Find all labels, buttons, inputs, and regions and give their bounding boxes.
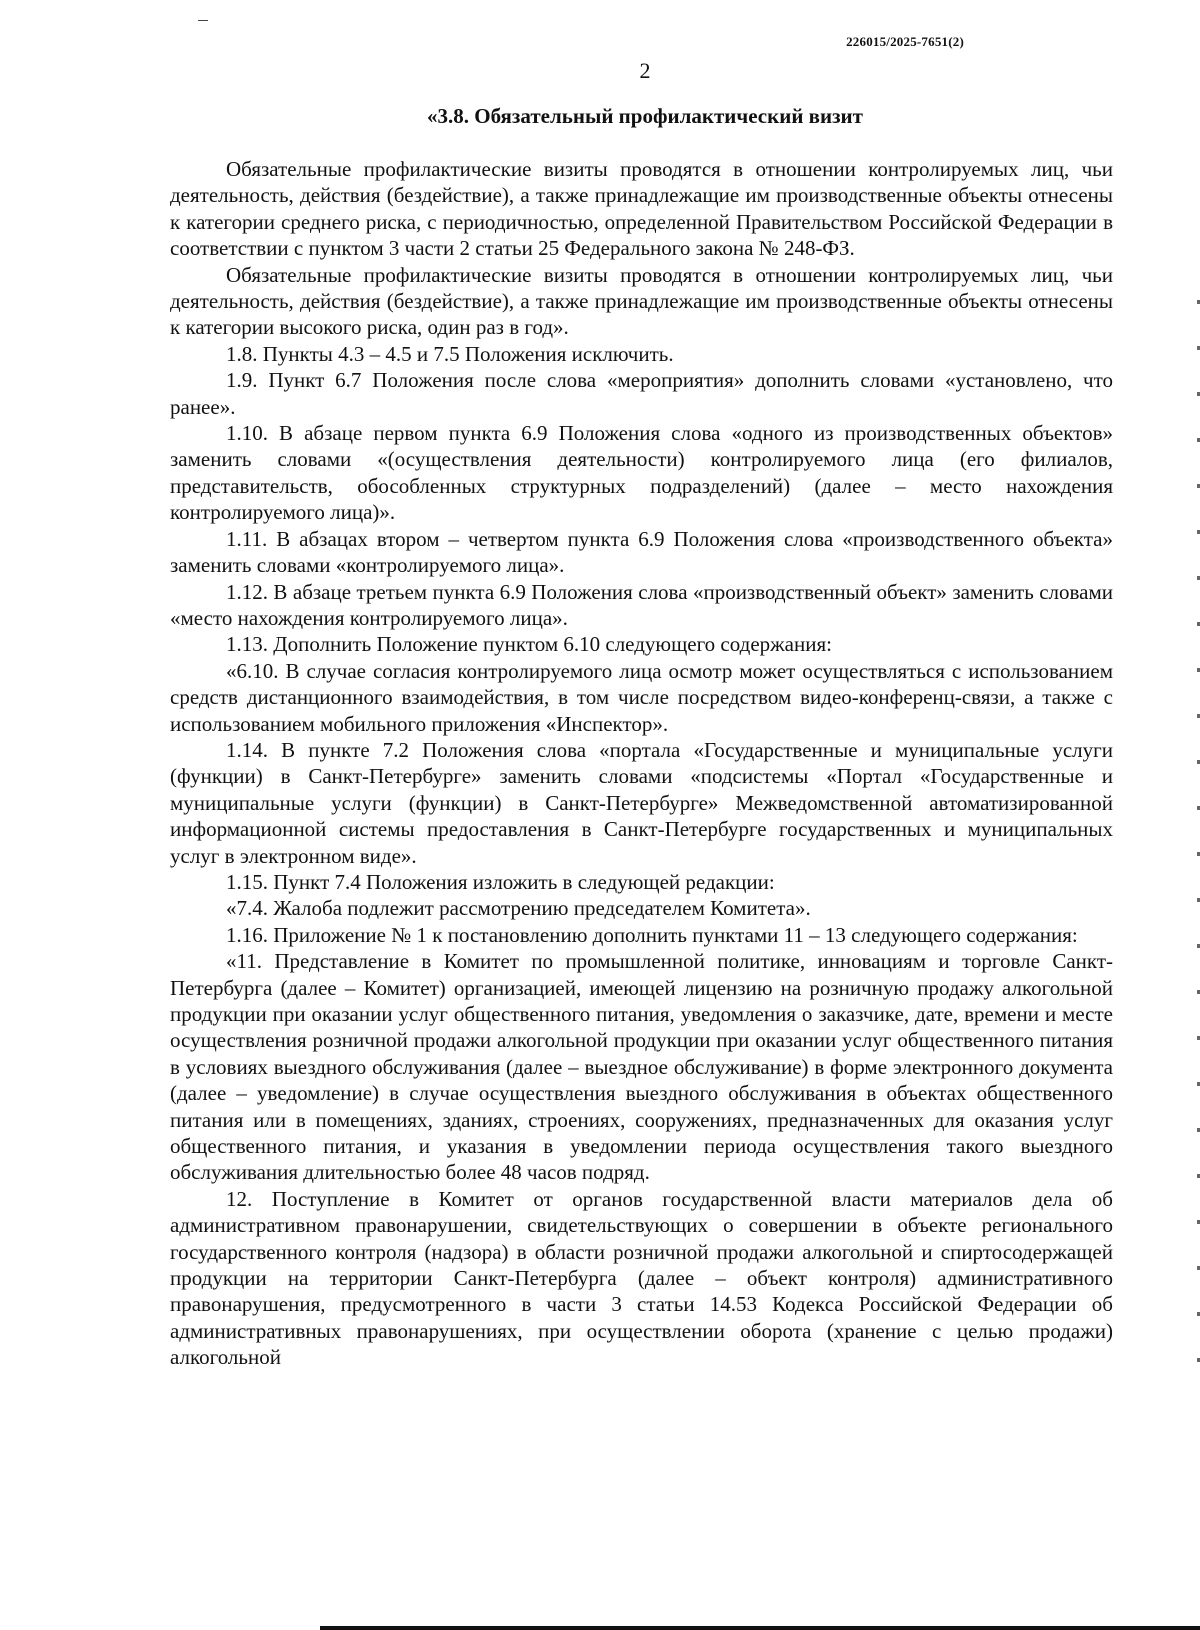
paragraph: 1.8. Пункты 4.3 – 4.5 и 7.5 Положения исключить. (226, 341, 674, 366)
paragraph: 12. Поступление в Комитет от органов государственной власти материалов дела об административном правонарушении, свидетельствующих о совершении в объекте регионального государственного контроля (надзора) в области розничной продажи алкогольной и спиртосодержащей продукции на территории Санкт-Петербурга (далее – объект контроля) административного правонарушения, предусмотренного в части 3 статьи 14.53 Кодекса Российской Федерации об административных правонарушениях, при осуществлении оборота (хранение с целью продажи) алкогольной (170, 1186, 1113, 1370)
paragraph: «11. Представление в Комитет по промышленной политике, инновациям и торговле Санкт-Петербурга (далее – Комитет) организацией, имеющей лицензию на розничную продажу алкогольной продукции при оказании услуг общественного питания, уведомления о заказчике, дате, времени и месте осуществления розничной продажи алкогольной продукции при оказании услуг общественного питания в условиях выездного обслуживания (далее – выездное обслуживание) в форме электронного документа (далее – уведомление) в случае осуществления выездного обслуживания в объектах общественного питания или в помещениях, зданиях, строениях, сооружениях, предназначенных для оказания услуг общественного питания, и указания в уведомлении периода осуществления такого выездного обслуживания длительностью более 48 часов подряд. (170, 949, 1113, 1185)
paragraph: 1.16. Приложение № 1 к постановлению дополнить пунктами 11 – 13 следующего содержания: (226, 922, 1078, 947)
paragraph: 1.12. В абзаце третьем пункта 6.9 Положения слова «производственный объект» заменить словами «место нахождения контролируемого лица». (170, 579, 1113, 630)
paragraph: 1.13. Дополнить Положение пунктом 6.10 следующего содержания: (226, 632, 832, 657)
paragraph: «6.10. В случае согласия контролируемого лица осмотр может осуществляться с использованием средств дистанционного взаимодействия, в том числе посредством видео-конференц-связи, а также с использованием мобильного приложения «Инспектор». (170, 658, 1113, 736)
document-id: 226015/2025-7651(2) (846, 34, 964, 49)
paragraph: 1.15. Пункт 7.4 Положения изложить в следующей редакции: (226, 869, 775, 894)
page-number: 2 (639, 58, 651, 83)
paragraph: Обязательные профилактические визиты проводятся в отношении контролируемых лиц, чьи деятельность, действия (бездействие), а также принадлежащие им производственные объекты отнесены к категории среднего риска, с периодичностью, определенной Правительством Российской Федерации в соответствии с пунктом 3 части 2 статьи 25 Федерального закона № 248-ФЗ. (170, 157, 1113, 261)
paragraph: Обязательные профилактические визиты проводятся в отношении контролируемых лиц, чьи деятельность, действия (бездействие), а также принадлежащие им производственные объекты отнесены к категории высокого риска, один раз в год». (170, 262, 1113, 340)
scan-bottom-edge (320, 1626, 1200, 1630)
paragraph: «7.4. Жалоба подлежит рассмотрению председателем Комитета». (226, 896, 811, 921)
paragraph: 1.11. В абзацах втором – четвертом пункта 6.9 Положения слова «производственного объекта» заменить словами «контролируемого лица». (170, 526, 1113, 578)
paragraph: 1.10. В абзаце первом пункта 6.9 Положения слова «одного из производственных объектов» заменить словами «(осуществления деятельности) контролируемого лица (его филиалов, представительств, обособленных структурных подразделений) (далее – место нахождения контролируемого лица)». (170, 421, 1113, 525)
paragraph: 1.9. Пункт 6.7 Положения после слова «мероприятия» дополнить словами «установлено, что ранее». (170, 368, 1113, 419)
scan-mark (198, 20, 208, 21)
paragraph: 1.14. В пункте 7.2 Положения слова «портала «Государственные и муниципальные услуги (функции) в Санкт-Петербурге» заменить словами «подсистемы «Портал «Государственные и муниципальные услуги (функции) в Санкт-Петербурге» Межведомственной автоматизированной информационной системы предоставления в Санкт-Петербурге государственных и муниципальных услуг в электронном виде». (170, 737, 1113, 868)
document-body (170, 156, 1113, 1371)
section-title: «3.8. Обязательный профилактический визит (427, 104, 863, 128)
